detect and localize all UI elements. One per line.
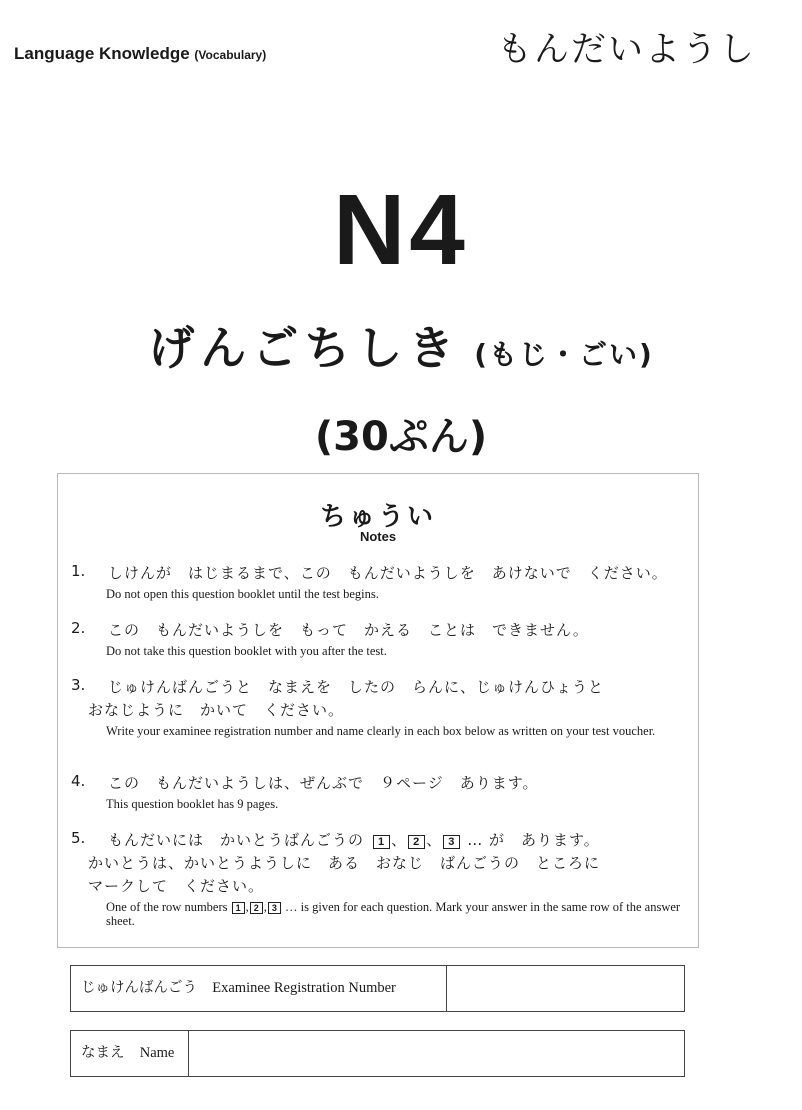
time-limit: (30ぷん)	[314, 414, 488, 460]
name-field[interactable]	[190, 1031, 684, 1076]
row-number-box: 1	[373, 835, 390, 849]
subject-title	[0, 312, 802, 378]
note-japanese-part: … が あります。	[467, 831, 600, 849]
subject-paren: (もじ・ごい)	[474, 338, 654, 371]
name-row	[70, 1030, 685, 1077]
note-number: 2.	[71, 619, 86, 637]
row-number-box: 3	[268, 902, 281, 914]
note-japanese: この もんだいようしは、ぜんぶで ９ページ あります。	[108, 774, 539, 792]
note-item-1	[71, 562, 691, 601]
booklet-section-label	[14, 44, 266, 64]
name-label-en: Name	[139, 1045, 175, 1061]
note-english: Write your examinee registration number and name clearly in each box below as written on your test voucher.	[106, 724, 656, 738]
notes-title: ちゅうい	[319, 502, 436, 532]
subject-main: げんごちしき	[148, 321, 461, 375]
note-item-2	[71, 619, 691, 658]
name-label-jp: なまえ	[81, 1045, 125, 1061]
registration-number-label	[71, 966, 447, 1011]
note-item-4	[71, 772, 691, 811]
name-label	[71, 1031, 189, 1076]
note-number: 1.	[71, 562, 86, 580]
note-number: 5.	[71, 829, 86, 847]
note-japanese-continued: おなじように かいて ください。	[88, 701, 345, 719]
note-japanese: しけんが はじまるまで、この もんだいようしを あけないで ください。	[108, 564, 668, 582]
section-title: Language Knowledge	[14, 44, 190, 63]
note-number: 4.	[71, 772, 86, 790]
note-japanese: じゅけんばんごうと なまえを したの らんに、じゅけんひょうと	[108, 678, 605, 696]
note-english: Do not take this question booklet with you after the test.	[106, 644, 387, 658]
row-number-box: 2	[408, 835, 425, 849]
exam-level: N4	[333, 174, 469, 286]
note-japanese-part: もんだいには かいとうばんごうの	[108, 831, 365, 849]
row-number-box: 2	[250, 902, 263, 914]
note-english-part: One of the row numbers	[106, 900, 228, 914]
note-japanese-continued: マークして ください。	[88, 877, 265, 895]
note-english: This question booklet has 9 pages.	[106, 797, 279, 811]
note-japanese: この もんだいようしを もって かえる ことは できません。	[108, 621, 589, 639]
note-number: 3.	[71, 676, 86, 694]
notes-subtitle: Notes	[359, 529, 397, 544]
row-number-box: 3	[443, 835, 460, 849]
registration-number-row	[70, 965, 685, 1012]
note-english: Do not open this question booklet until the test begins.	[106, 587, 379, 601]
booklet-type-label: もんだいようし	[497, 30, 757, 70]
note-item-3	[71, 676, 691, 738]
registration-number-field[interactable]	[448, 966, 684, 1011]
notes-box	[57, 473, 699, 948]
row-number-box: 1	[232, 902, 245, 914]
note-japanese: もんだいには かいとうばんごうの 1 、 2 、 3 … が あります。	[108, 831, 600, 849]
note-english: One of the row numbers 1 , 2 , 3 … is given for each question. Mark your answer in the same row of the answer sheet.	[106, 900, 681, 928]
note-english-part: … is given for each question. Mark your answer in the same row of the answer sheet.	[106, 900, 681, 928]
registration-label-jp: じゅけんばんごう	[81, 980, 197, 996]
note-item-5	[71, 829, 691, 928]
section-subtitle: (Vocabulary)	[194, 48, 267, 62]
note-japanese-continued: かいとうは、かいとうようしに ある おなじ ばんごうの ところに	[88, 854, 601, 872]
registration-label-en: Examinee Registration Number	[212, 980, 396, 996]
